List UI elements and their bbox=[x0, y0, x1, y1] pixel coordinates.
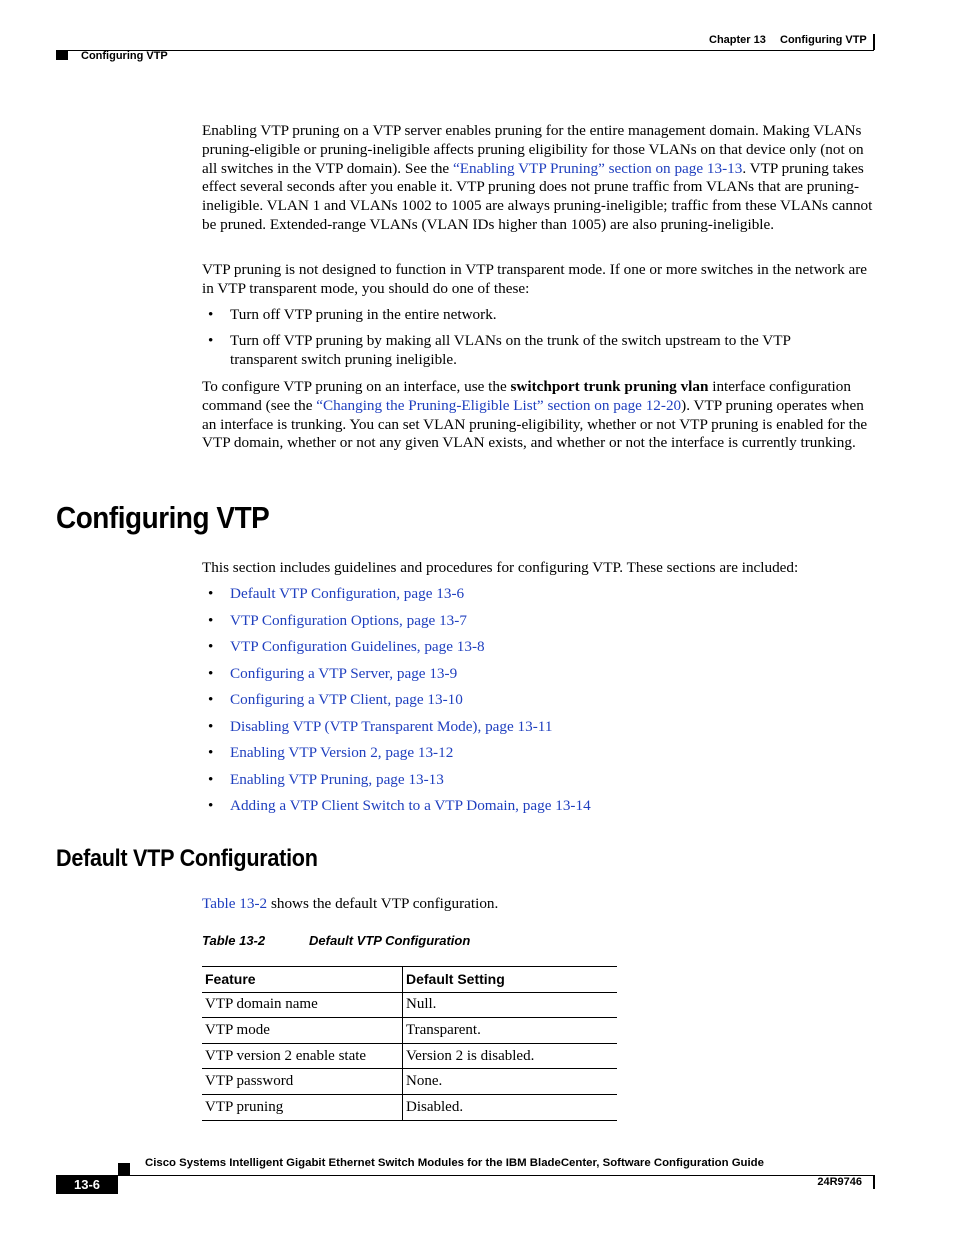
table-cell-default: Null. bbox=[403, 992, 618, 1018]
link-configuring-vtp-server[interactable]: Configuring a VTP Server, page 13-9 bbox=[230, 665, 458, 682]
section-title: Configuring VTP bbox=[56, 500, 270, 535]
link-enabling-vtp-version-2[interactable]: Enabling VTP Version 2, page 13-12 bbox=[230, 744, 454, 761]
link-disabling-vtp[interactable]: Disabling VTP (VTP Transparent Mode), page 13-11 bbox=[230, 718, 553, 735]
intro-paragraph-2: VTP pruning is not designed to function in VTP transparent mode. If one or more switches in the network are in VTP transparent mode, you should do one of these: bbox=[202, 261, 868, 297]
bullet-icon: • bbox=[208, 797, 214, 814]
intro-p1-text-cont: . VTP pruning takes effect several seconds after you enable it. VTP pruning does not prune traffic from VLANs that are pruning-ineligible. VLAN 1 and VLANs 1002 to 1005 are always pruning-ineligible; traffic from these VLANs cannot be pruned. Extended-range VLANs (VLAN IDs higher than 1005) are also pruning-ineligible. bbox=[202, 159, 873, 233]
table-row bbox=[202, 1018, 617, 1044]
table-caption-number: Table 13-2 bbox=[202, 933, 266, 948]
bullet-icon: • bbox=[208, 665, 214, 682]
table-cell-feature: VTP password bbox=[202, 1069, 403, 1095]
table-cell-feature: VTP mode bbox=[202, 1018, 403, 1044]
header-rule bbox=[56, 50, 874, 51]
table-row bbox=[202, 1069, 617, 1095]
link-default-vtp-configuration[interactable]: Default VTP Configuration, page 13-6 bbox=[230, 585, 465, 602]
bullet-icon: • bbox=[208, 771, 214, 788]
link-enabling-vtp-pruning[interactable]: “Enabling VTP Pruning” section on page 13-13 bbox=[452, 159, 743, 177]
table-row bbox=[202, 992, 617, 1018]
header-chapter-title: Configuring VTP bbox=[780, 34, 867, 46]
subsection-title: Default VTP Configuration bbox=[56, 845, 318, 872]
column-header-default-setting: Default Setting bbox=[403, 967, 618, 993]
page-number: 13-6 bbox=[73, 1177, 101, 1192]
header-marker bbox=[873, 34, 875, 50]
link-configuring-vtp-client[interactable]: Configuring a VTP Client, page 13-10 bbox=[230, 691, 463, 708]
bullet-text: Turn off VTP pruning in the entire network. bbox=[230, 306, 497, 323]
table-cell-feature: VTP version 2 enable state bbox=[202, 1043, 403, 1069]
intro-p3-text: To configure VTP pruning on an interface, use the bbox=[202, 378, 511, 395]
section-intro: This section includes guidelines and procedures for configuring VTP. These sections are included: bbox=[202, 559, 799, 576]
table-cell-default: Version 2 is disabled. bbox=[403, 1043, 618, 1069]
link-vtp-configuration-options[interactable]: VTP Configuration Options, page 13-7 bbox=[230, 612, 467, 629]
table-row bbox=[202, 1094, 617, 1120]
bullet-icon: • bbox=[208, 306, 214, 323]
footer-marker bbox=[873, 1175, 875, 1189]
header-chapter: Chapter 13 bbox=[709, 34, 766, 46]
intro-paragraph-3 bbox=[202, 378, 877, 453]
document-number: 24R9746 bbox=[817, 1176, 862, 1188]
intro-paragraph-1 bbox=[202, 122, 877, 235]
link-changing-pruning-eligible-list[interactable]: “Changing the Pruning-Eligible List” section on page 12-20 bbox=[316, 396, 682, 414]
table-caption-title: Default VTP Configuration bbox=[309, 933, 471, 948]
bullet-icon: • bbox=[208, 638, 214, 655]
link-vtp-configuration-guidelines[interactable]: VTP Configuration Guidelines, page 13-8 bbox=[230, 638, 485, 655]
table-cell-feature: VTP pruning bbox=[202, 1094, 403, 1120]
table-cell-default: Transparent. bbox=[403, 1018, 618, 1044]
intro-p3-text-cont: interface configuration command (see the bbox=[202, 378, 851, 414]
link-table-13-2[interactable]: Table 13-2 bbox=[202, 895, 268, 912]
subsection-text-rest: shows the default VTP configuration. bbox=[267, 895, 499, 912]
footer-book-title: Cisco Systems Intelligent Gigabit Ethernet Switch Modules for the IBM BladeCenter, Software Configuration Guide bbox=[145, 1157, 764, 1169]
bullet-icon: • bbox=[208, 612, 214, 629]
bullet-icon: • bbox=[208, 718, 214, 735]
intro-p1-text: Enabling VTP pruning on a VTP server enables pruning for the entire management domain. Making VLANs pruning-eligible or pruning-ineligible affects pruning eligibility for those VLANs on that device only (not on all switches in the VTP domain). See the bbox=[202, 122, 864, 177]
link-adding-vtp-client-switch[interactable]: Adding a VTP Client Switch to a VTP Domain, page 13-14 bbox=[230, 797, 591, 814]
table-cell-feature: VTP domain name bbox=[202, 992, 403, 1018]
bullet-icon: • bbox=[208, 744, 214, 761]
default-vtp-configuration-table bbox=[202, 966, 617, 1121]
bullet-text: Turn off VTP pruning by making all VLANs on the trunk of the switch upstream to the VTP transparent switch pruning ineligible. bbox=[230, 332, 791, 368]
bullet-icon: • bbox=[208, 585, 214, 602]
link-enabling-vtp-pruning-list[interactable]: Enabling VTP Pruning, page 13-13 bbox=[230, 771, 444, 788]
subsection-text bbox=[202, 895, 877, 914]
header-section: Configuring VTP bbox=[81, 50, 168, 62]
footer-rule bbox=[118, 1175, 875, 1176]
intro-p3-text-end: ). VTP pruning operates when an interface is trunking. You can set VLAN pruning-eligibility, whether or not VTP pruning is enabled for the VTP domain, whether or not any given VLAN exists, and whether or not the interface is currently trunking. bbox=[202, 396, 868, 452]
command-name: switchport trunk pruning vlan bbox=[510, 378, 709, 395]
table-header-row bbox=[202, 967, 617, 993]
table-row bbox=[202, 1043, 617, 1069]
footer-square bbox=[118, 1163, 130, 1175]
table-cell-default: Disabled. bbox=[403, 1094, 618, 1120]
header-square bbox=[56, 50, 68, 60]
table-cell-default: None. bbox=[403, 1069, 618, 1095]
bullet-icon: • bbox=[208, 691, 214, 708]
column-header-feature: Feature bbox=[202, 967, 403, 993]
bullet-icon: • bbox=[208, 332, 214, 349]
